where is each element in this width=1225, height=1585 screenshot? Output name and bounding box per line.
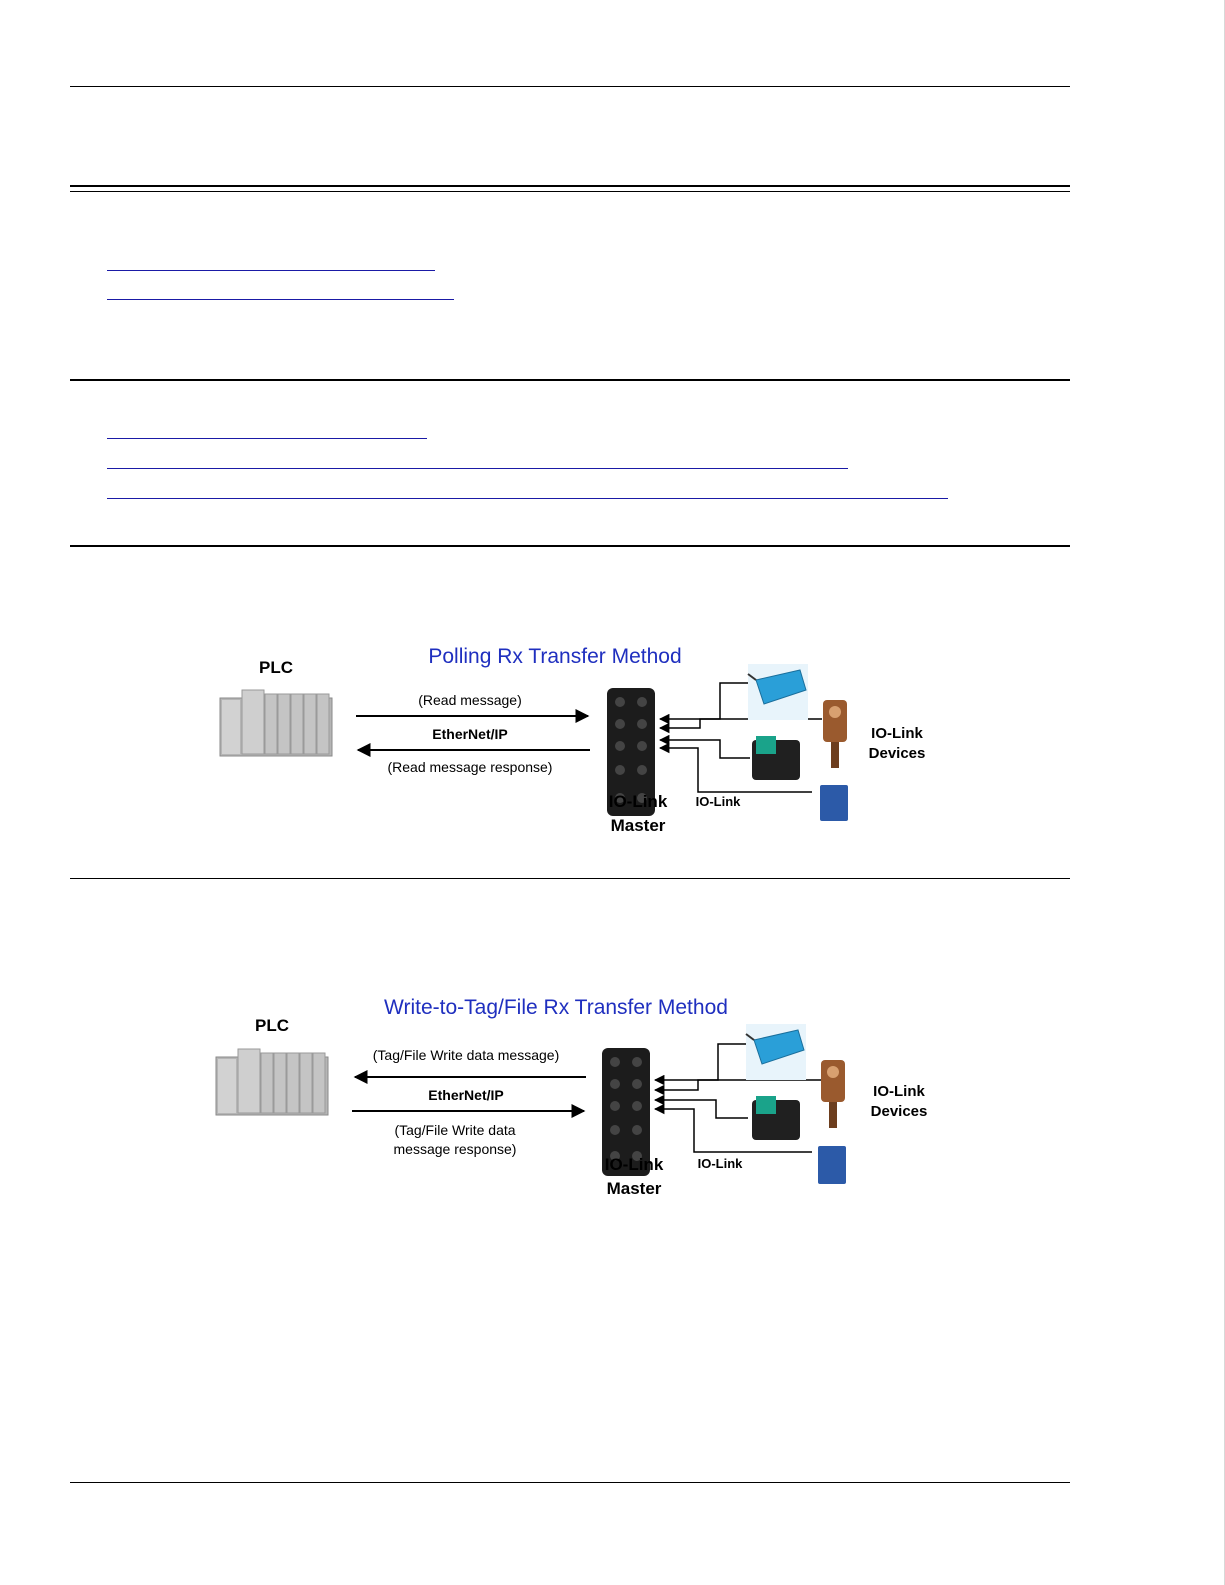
polling-diagram-svg — [0, 630, 1225, 840]
plc-icon — [216, 1049, 328, 1115]
protocol-label: EtherNet/IP — [428, 1087, 504, 1103]
device-2-icon — [821, 1060, 845, 1128]
top-message-label: (Read message) — [418, 692, 522, 708]
toc-link-5[interactable] — [107, 498, 948, 499]
bottom-message-label-line2: message response) — [393, 1141, 517, 1157]
devices-label-line1: IO-Link — [871, 725, 923, 742]
iolink-cable-label: IO-Link — [697, 1156, 743, 1171]
iolink-cable-label: IO-Link — [695, 794, 741, 809]
footer-rule — [70, 1482, 1070, 1483]
title-rule-bottom — [70, 191, 1070, 192]
device-4-icon — [820, 785, 848, 821]
device-1-icon — [748, 664, 808, 720]
master-label-line1: IO-Link — [604, 1155, 664, 1174]
devices-label-line1: IO-Link — [873, 1083, 925, 1100]
toc-link-3[interactable] — [107, 438, 427, 439]
bottom-message-label: (Read message response) — [387, 759, 553, 775]
protocol-label: EtherNet/IP — [432, 726, 508, 742]
section-rule-3 — [70, 878, 1070, 879]
diagram-title: Polling Rx Transfer Method — [428, 645, 682, 668]
device-2-icon — [823, 700, 847, 768]
device-4-icon — [818, 1146, 846, 1184]
master-label-line1: IO-Link — [608, 792, 668, 811]
section-rule-2 — [70, 545, 1070, 547]
device-1-icon — [746, 1024, 806, 1080]
title-rule-top — [70, 185, 1070, 187]
devices-label-line2: Devices — [870, 1103, 928, 1120]
device-3-icon — [752, 736, 800, 780]
toc-link-2[interactable] — [107, 299, 454, 300]
header-rule — [70, 86, 1070, 87]
write-to-tag-diagram — [0, 980, 1225, 1200]
write-to-tag-diagram-svg — [0, 980, 1225, 1200]
plc-icon — [220, 690, 332, 756]
toc-link-1[interactable] — [107, 270, 435, 271]
master-label-line2: Master — [606, 1179, 662, 1198]
plc-label: PLC — [255, 1016, 289, 1035]
devices-label-line2: Devices — [868, 745, 926, 762]
device-3-icon — [752, 1096, 800, 1140]
section-rule-1 — [70, 379, 1070, 381]
diagram-title: Write-to-Tag/File Rx Transfer Method — [384, 996, 728, 1019]
toc-link-4[interactable] — [107, 468, 848, 469]
polling-diagram — [0, 630, 1225, 840]
bottom-message-label-line1: (Tag/File Write data — [394, 1122, 516, 1138]
plc-label: PLC — [259, 658, 293, 677]
master-label-line2: Master — [610, 816, 666, 835]
top-message-label: (Tag/File Write data message) — [372, 1047, 560, 1063]
